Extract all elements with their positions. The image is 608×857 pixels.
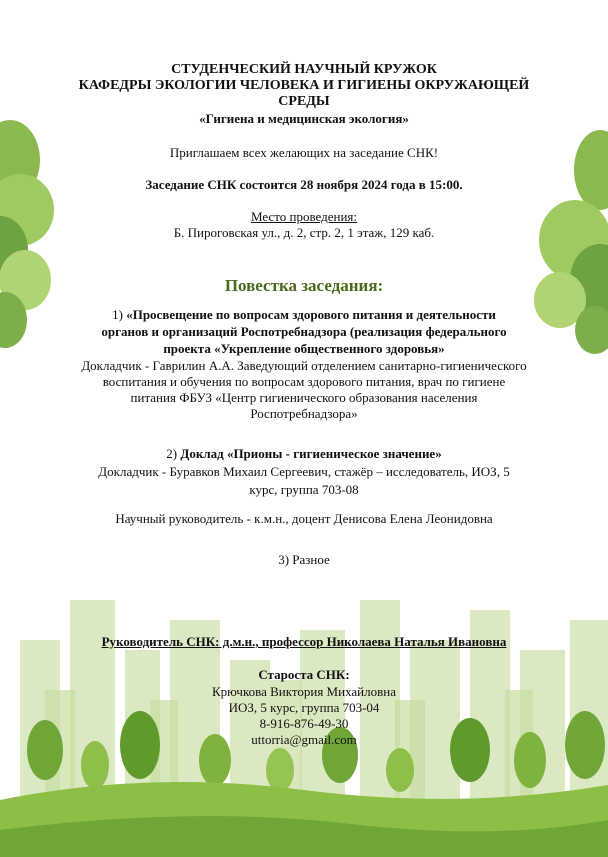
agenda-item-1-speaker-line: Докладчик - Гаврилин А.А. Заведующий отделением санитарно-гигиенического	[81, 358, 527, 373]
agenda-item-2-supervisor: Научный руководитель - к.м.н., доцент Денисова Елена Леонидовна	[115, 511, 493, 526]
starosta-email[interactable]: uttorria@gmail.com	[251, 732, 357, 747]
venue-address: Б. Пироговская ул., д. 2, стр. 2, 1 этаж, 129 каб.	[173, 225, 435, 240]
agenda-item-1-title-line: органов и организаций Роспотребнадзора (реализация федерального	[101, 324, 507, 339]
header-line-3: СРЕДЫ	[278, 94, 330, 109]
agenda-item-1-number: 1)	[112, 307, 127, 322]
head-of-snk: Руководитель СНК: д.м.н., профессор Николаева Наталья Ивановна	[101, 634, 507, 649]
header-line-2: КАФЕДРЫ ЭКОЛОГИИ ЧЕЛОВЕКА И ГИГИЕНЫ ОКРУЖАЮЩЕЙ	[78, 78, 530, 93]
agenda-item-1-title-text: «Просвещение по вопросам здорового питания и деятельности	[126, 307, 496, 322]
header-line-1: СТУДЕНЧЕСКИЙ НАУЧНЫЙ КРУЖОК	[171, 62, 437, 77]
agenda-item-2-title-line	[60, 446, 548, 462]
venue-label: Место проведения:	[250, 209, 358, 224]
agenda-item-2-title: Доклад «Прионы - гигиеническое значение»	[180, 446, 442, 461]
agenda-item-2-speaker-line: курс, группа 703-08	[249, 482, 359, 497]
starosta-group: ИОЗ, 5 курс, группа 703-04	[228, 700, 380, 715]
starosta-name: Крючкова Виктория Михайловна	[212, 684, 396, 699]
agenda-item-3: 3) Разное	[278, 552, 330, 567]
starosta-phone: 8-916-876-49-30	[259, 716, 349, 731]
header-subtitle: «Гигиена и медицинская экология»	[199, 111, 409, 126]
agenda-item-1-speaker-line: Роспотребнадзора»	[250, 406, 358, 421]
agenda-item-1-title-line	[60, 307, 548, 323]
invite-text: Приглашаем всех желающих на заседание СНК!	[169, 145, 439, 160]
starosta-title: Староста СНК:	[258, 667, 350, 682]
agenda-item-1-title-line: проекта «Укрепление общественного здоровья»	[163, 341, 445, 356]
agenda-item-2-number: 2)	[166, 446, 181, 461]
agenda-item-1-speaker-line: воспитания и обучения по вопросам здорового питания, врач по гигиене	[102, 374, 506, 389]
agenda-item-1-speaker-line: питания ФБУЗ «Центр гигиенического образования населения	[130, 390, 478, 405]
agenda-title: Повестка заседания:	[224, 276, 384, 295]
meeting-date: Заседание СНК состоится 28 ноября 2024 года в 15:00.	[145, 177, 463, 192]
agenda-item-2-speaker-line: Докладчик - Буравков Михаил Сергеевич, стажёр – исследователь, ИОЗ, 5	[98, 464, 510, 479]
